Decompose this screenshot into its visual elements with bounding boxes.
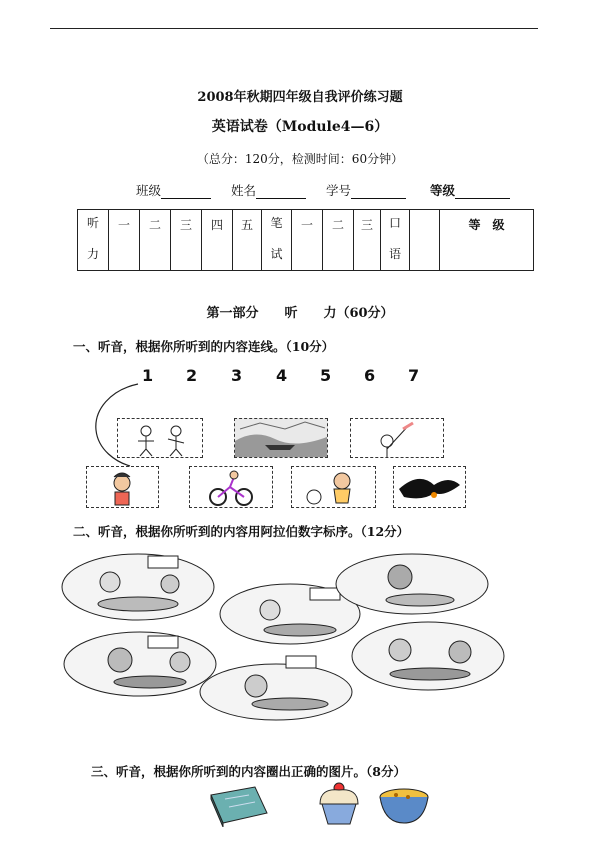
girl-meal-icon bbox=[336, 554, 488, 614]
q1-number: 6 bbox=[364, 366, 376, 385]
part1-title: 第一部分 听 力（60分） bbox=[206, 306, 394, 321]
id-field[interactable] bbox=[351, 185, 406, 199]
score-col: 一 bbox=[292, 210, 323, 271]
exam-title: 2008年秋期四年级自我评价练习题 bbox=[197, 90, 403, 105]
score-col: 一 bbox=[109, 210, 140, 271]
exam-note: （总分：120分，检测时间：60分钟） bbox=[196, 152, 404, 166]
bird-icon[interactable] bbox=[393, 466, 466, 508]
class-field[interactable] bbox=[161, 185, 211, 199]
book-icon[interactable] bbox=[205, 783, 271, 827]
grade-label: 等级 bbox=[430, 183, 456, 198]
name-label: 姓名 bbox=[231, 183, 257, 198]
tai-chi-icon[interactable] bbox=[117, 418, 203, 458]
q1-number: 3 bbox=[231, 366, 243, 385]
score-col: 五 bbox=[233, 210, 262, 271]
question-3: 三、听音，根据你所听到的内容圈出正确的图片。（8分） bbox=[91, 764, 406, 779]
oral-header: 口 语 bbox=[381, 210, 410, 271]
listen-header: 听 力 bbox=[78, 210, 109, 271]
top-rule bbox=[50, 28, 538, 29]
river-boat-icon[interactable] bbox=[234, 418, 328, 458]
score-col: 二 bbox=[140, 210, 171, 271]
grade-cell: 等 级 bbox=[440, 210, 534, 271]
cycling-icon[interactable] bbox=[189, 466, 273, 508]
class-label: 班级 bbox=[136, 183, 162, 198]
q1-number: 1 bbox=[142, 366, 154, 385]
q1-number: 2 bbox=[186, 366, 198, 385]
cupcake-icon[interactable] bbox=[312, 780, 366, 826]
name-field[interactable] bbox=[256, 185, 306, 199]
score-col: 三 bbox=[354, 210, 381, 271]
grade-field[interactable] bbox=[455, 185, 510, 199]
question-2: 二、听音，根据你所听到的内容用阿拉伯数字标序。（12分） bbox=[73, 524, 410, 539]
football-icon[interactable] bbox=[291, 466, 376, 508]
oral-score-cell bbox=[410, 210, 440, 271]
soup-bowl-icon[interactable] bbox=[378, 783, 430, 827]
q1-number: 4 bbox=[276, 366, 288, 385]
grandpa-meal-icon bbox=[64, 632, 216, 696]
boy-icon[interactable] bbox=[86, 466, 159, 508]
score-col: 二 bbox=[323, 210, 354, 271]
question-1: 一、听音，根据你所听到的内容连线。（10分） bbox=[73, 339, 335, 354]
family-meal-icon bbox=[62, 554, 214, 620]
score-col: 四 bbox=[202, 210, 233, 271]
score-table bbox=[77, 209, 534, 271]
reaching-girl-icon[interactable] bbox=[350, 418, 444, 458]
score-col: 三 bbox=[171, 210, 202, 271]
q1-number: 7 bbox=[408, 366, 420, 385]
family-dinner-icon bbox=[352, 622, 504, 690]
q1-number: 5 bbox=[320, 366, 332, 385]
dinner-icon bbox=[200, 656, 352, 720]
exam-subtitle: 英语试卷（Module4—6） bbox=[211, 119, 389, 135]
q2-picture-area bbox=[60, 552, 560, 722]
student-info-row bbox=[136, 181, 510, 199]
written-header: 笔 试 bbox=[262, 210, 292, 271]
id-label: 学号 bbox=[326, 183, 352, 198]
